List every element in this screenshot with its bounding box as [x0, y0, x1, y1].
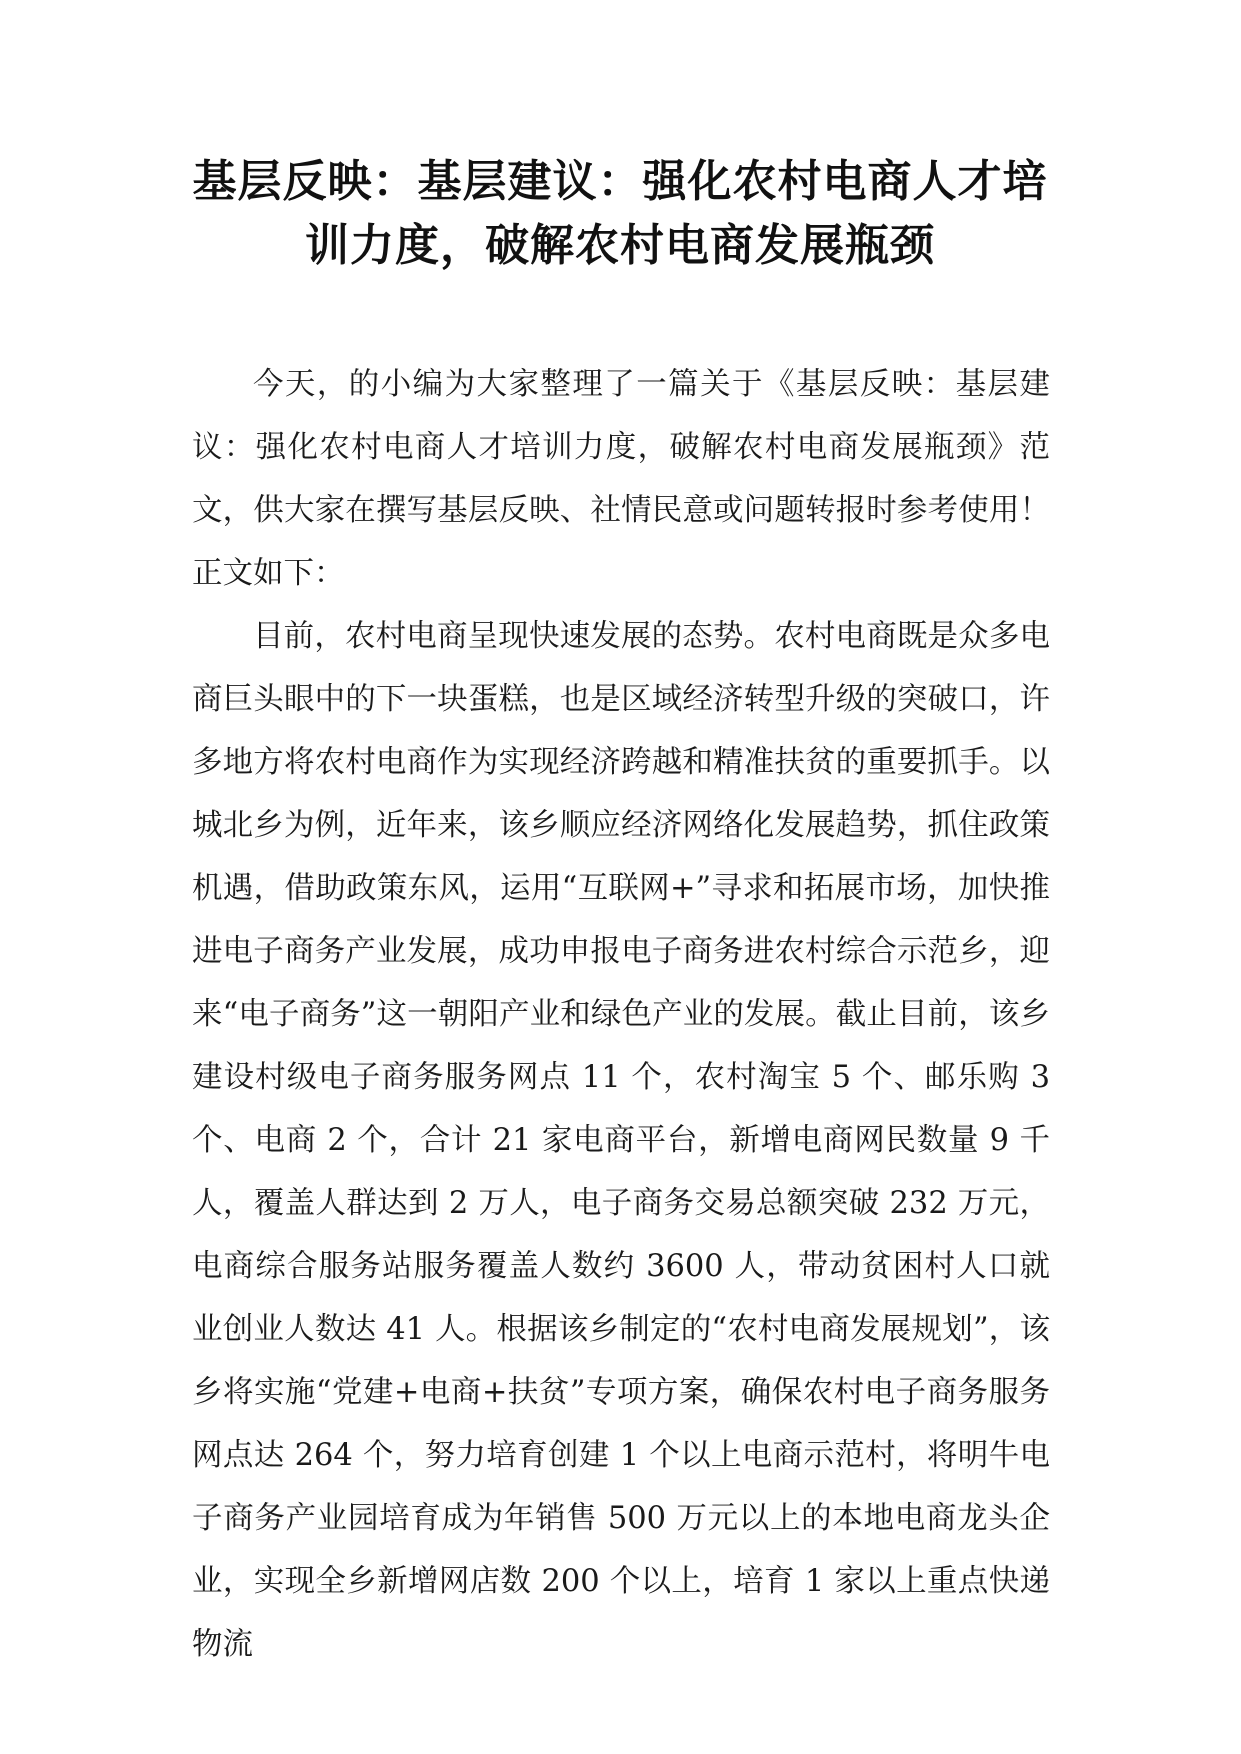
- title-line-1: 基层反映：基层建议：强化农村电商人才培: [192, 156, 1048, 207]
- title-line-2: 训力度，破解农村电商发展瓶颈: [305, 220, 935, 271]
- document-body: [192, 353, 1050, 1676]
- intro-paragraph: 今天，的小编为大家整理了一篇关于《基层反映：基层建议：强化农村电商人才培训力度，破解农村电商发展瓶颈》范文，供大家在撰写基层反映、社情民意或问题转报时参考使用！正文如下：: [192, 367, 1050, 591]
- document-title: [180, 150, 1060, 278]
- body-paragraph: 目前，农村电商呈现快速发展的态势。农村电商既是众多电商巨头眼中的下一块蛋糕，也是区域经济转型升级的突破口，许多地方将农村电商作为实现经济跨越和精准扶贫的重要抓手。以城北乡为例，近年来，该乡顺应经济网络化发展趋势，抓住政策机遇，借助政策东风，运用“互联网+”寻求和拓展市场，加快推进电子商务产业发展，成功申报电子商务进农村综合示范乡，迎来“电子商务”这一朝阳产业和绿色产业的发展。截止目前，该乡建设村级电子商务服务网点 11 个，农村淘宝 5 个、邮乐购 3 个、电商 2 个，合计 21 家电商平台，新增电商网民数量 9 千人，覆盖人群达到 2 万人，电子商务交易总额突破 232 万元，电商综合服务站服务覆盖人数约 3600 人，带动贫困村人口就业创业人数达 41 人。根据该乡制定的“农村电商发展规划”，该乡将实施“党建+电商+扶贫”专项方案，确保农村电子商务服务网点达 264 个，努力培育创建 1 个以上电商示范村，将明牛电子商务产业园培育成为年销售 500 万元以上的本地电商龙头企业，实现全乡新增网店数 200 个以上，培育 1 家以上重点快递物流: [192, 619, 1050, 1662]
